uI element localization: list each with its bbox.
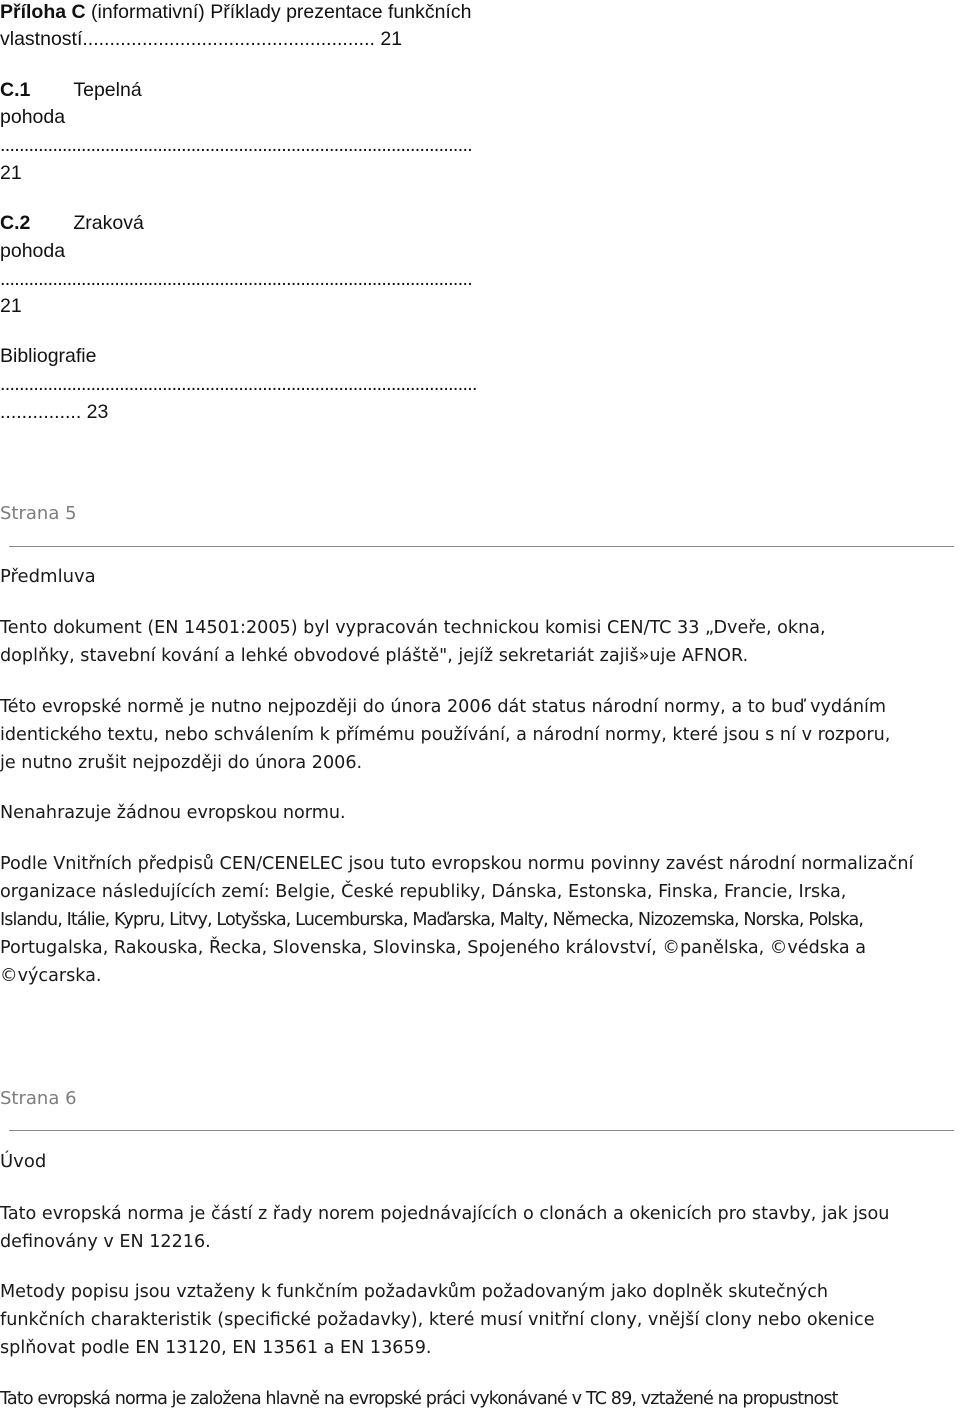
toc-c1-number: C.1 <box>0 79 31 101</box>
toc-annex-c-line1 <box>0 0 471 26</box>
text-line: doplňky, stavební kování a lehké obvodové pláště", jejíž sekretariát zajiš»uje AFNOR. <box>0 646 749 666</box>
text-line: je nutno zrušit nejpozději do února 2006. <box>0 753 363 773</box>
text-line: Podle Vnitřních předpisů CEN/CENELEC jsou tuto evropskou normu povinny zavést národní normalizační <box>0 854 914 874</box>
toc-annex-c-label: Příloha C <box>0 1 86 23</box>
text-line: funkčních charakteristik (specifické požadavky), které musí vnitřní clony, vnější clony nebo okenice <box>0 1310 875 1330</box>
toc-c1-dots: ................................................................................................... <box>0 134 473 156</box>
toc-bibliography-page: ............... 23 <box>0 401 109 423</box>
text-line: Nenahrazuje žádnou evropskou normu. <box>0 803 346 823</box>
toc-c2-page: 21 <box>0 295 22 317</box>
foreword-paragraph-2 <box>0 693 958 777</box>
text-line: Portugalska, Rakouska, Řecka, Slovenska, Slovinska, Spojeného království, ©panělska, ©védska a <box>0 938 866 958</box>
intro-paragraph-2 <box>0 1278 958 1362</box>
text-line: Tato evropská norma je založena hlavně na evropské práci vykonávané v TC 89, vztažené na propustnost <box>0 1389 838 1409</box>
intro-paragraph-3 <box>0 1385 958 1413</box>
page-divider-5 <box>9 546 954 547</box>
toc-c2-number: C.2 <box>0 212 31 234</box>
text-line: Tato evropská norma je částí z řady norem pojednávajících o clonách a okenicích pro stavby, jak jsou <box>0 1204 890 1224</box>
toc-annex-c-line2: vlastností...................................................... 21 <box>0 28 403 50</box>
text-line: splňovat podle EN 13120, EN 13561 a EN 13659. <box>0 1338 432 1358</box>
foreword-paragraph-4 <box>0 850 958 990</box>
toc-c2-title: Zraková <box>73 212 144 234</box>
text-line: Tento dokument (EN 14501:2005) byl vypracován technickou komisi CEN/TC 33 „Dveře, okna, <box>0 618 826 638</box>
toc-c2-dots: ................................................................................................... <box>0 268 473 290</box>
toc-bibliography-title: Bibliografie <box>0 345 97 367</box>
text-line: definovány v EN 12216. <box>0 1232 211 1252</box>
text-line: Této evropské normě je nutno nejpozději do února 2006 dát status národní normy, a to buď vydáním <box>0 697 887 717</box>
toc-c2-row <box>0 210 144 237</box>
page-label-6: Strana 6 <box>0 1088 77 1109</box>
toc-annex-c-title: (informativní) Příklady prezentace funkčních <box>85 1 472 23</box>
toc-c1-title: Tepelná <box>73 79 142 101</box>
toc-c1-title-cont: pohoda <box>0 106 66 128</box>
page-label-5: Strana 5 <box>0 503 77 524</box>
foreword-paragraph-1 <box>0 614 958 670</box>
text-line: organizace následujících zemí: Belgie, České republiky, Dánska, Estonska, Finska, Francie, Irska, <box>0 882 847 902</box>
toc-c1-page: 21 <box>0 162 22 184</box>
intro-paragraph-1 <box>0 1200 958 1256</box>
text-line: Metody popisu jsou vztaženy k funkčním požadavkům požadovaným jako doplněk skutečných <box>0 1282 829 1302</box>
foreword-paragraph-3 <box>0 799 958 827</box>
text-line: identického textu, nebo schválením k přímému používání, a národní normy, které jsou s ní v rozporu, <box>0 725 891 745</box>
text-line: Islandu, Itálie, Kypru, Litvy, Lotyšska, Lucemburska, Maďarska, Malty, Německa, Nizozemska, Norska, Polska, <box>0 910 864 930</box>
page-divider-6 <box>9 1130 954 1131</box>
toc-c2-title-cont: pohoda <box>0 240 66 262</box>
toc-c1-row <box>0 77 142 104</box>
toc-bibliography-dots: .................................................................................................... <box>0 373 477 395</box>
section-heading-predmluva: Předmluva <box>0 566 96 587</box>
text-line: ©výcarska. <box>0 966 102 986</box>
section-heading-uvod: Úvod <box>0 1151 47 1172</box>
